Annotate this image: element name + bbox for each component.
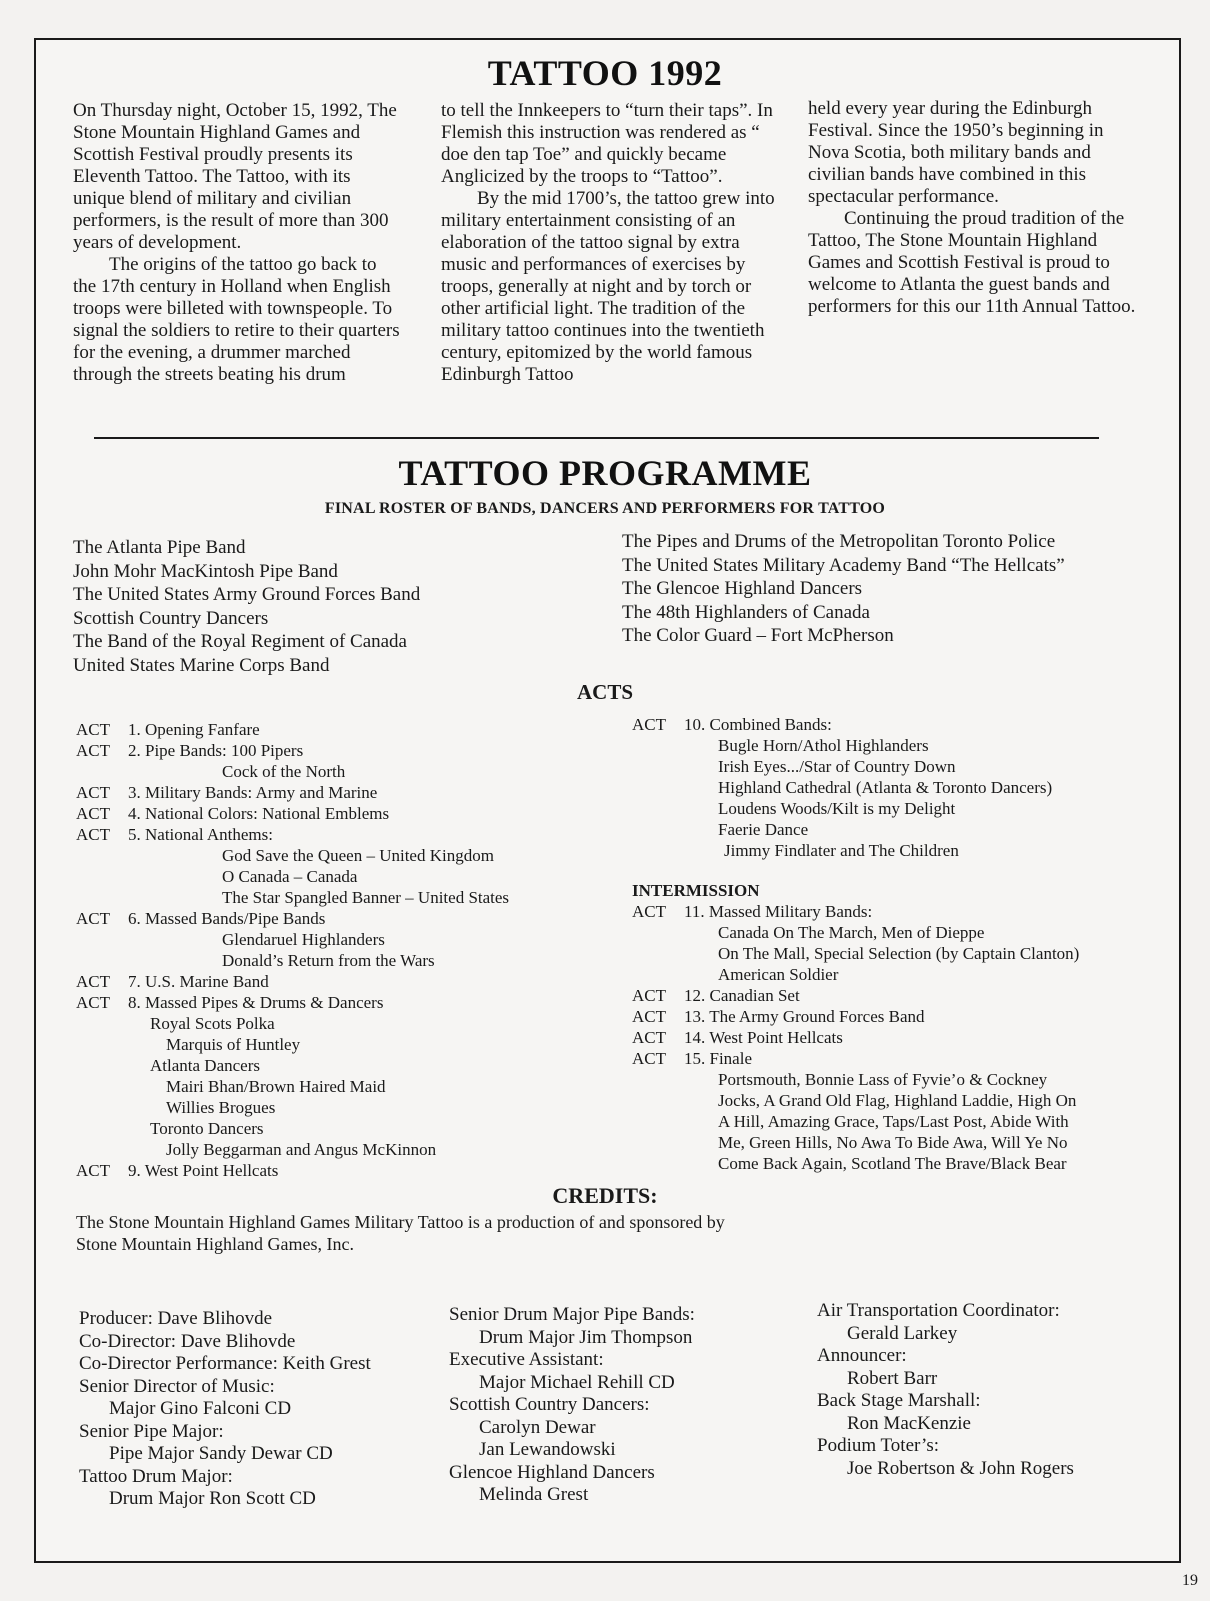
act-label: ACT <box>632 1049 666 1068</box>
act-label: ACT <box>632 1028 666 1047</box>
acts-left-column <box>76 719 509 1181</box>
act-selection: Jocks, A Grand Old Flag, Highland Laddie, High On <box>718 1091 1077 1110</box>
tattoo-title: TATTOO 1992 <box>487 53 723 93</box>
intro-paragraph: By the mid 1700’s, the tattoo grew into military entertainment consisting of an elaboration of the tattoo signal by extra music and performances of exercises by troops, generally at night and by torch or other artificial light. The tradition of the military tattoo continues into the twentieth century, epitomized by the world famous Edinburgh Tattoo <box>441 188 775 385</box>
section-divider <box>94 437 1099 439</box>
credit-role: Scottish Country Dancers: <box>449 1394 650 1415</box>
roster-item: The United States Army Ground Forces Band <box>73 584 421 605</box>
credit-role: Senior Drum Major Pipe Bands: <box>449 1304 695 1325</box>
credits-column-3 <box>817 1300 1074 1480</box>
act-row <box>76 782 509 803</box>
act-selection: Donald’s Return from the Wars <box>222 951 435 970</box>
act-row <box>632 1048 1079 1069</box>
act-row <box>76 992 509 1013</box>
roster-title: FINAL ROSTER OF BANDS, DANCERS AND PERFORMERS FOR TATTOO <box>324 500 886 517</box>
act-selection: On The Mall, Special Selection (by Captain Clanton) <box>718 944 1080 963</box>
act-label: ACT <box>632 715 666 734</box>
act-selection: Royal Scots Polka <box>150 1014 275 1033</box>
credit-role: Executive Assistant: <box>449 1349 604 1370</box>
act-title: 15. Finale <box>684 1049 752 1068</box>
credit-name: Joe Robertson & John Rogers <box>847 1457 1074 1479</box>
act-title: 11. Massed Military Bands: <box>684 902 873 921</box>
credits-column-2 <box>449 1304 695 1507</box>
credit-name: Carolyn Dewar <box>479 1416 596 1438</box>
credit-name: Drum Major Ron Scott CD <box>109 1488 316 1509</box>
credit-role: Senior Director of Music: <box>79 1375 275 1397</box>
act-row <box>76 719 509 740</box>
act-selection: A Hill, Amazing Grace, Taps/Last Post, Abide With <box>718 1112 1069 1131</box>
credit-name: Drum Major Jim Thompson <box>479 1326 693 1348</box>
credit-role: Co-Director Performance: Keith Grest <box>79 1353 371 1374</box>
intro-column-3 <box>808 98 1148 318</box>
roster-item: The Color Guard – Fort McPherson <box>622 625 894 646</box>
act-row <box>632 1006 1079 1027</box>
act-label: ACT <box>76 993 110 1012</box>
intro-paragraph: Continuing the proud tradition of the Tattoo, The Stone Mountain Highland Games and Scottish Festival is proud to welcome to Atlanta the guest bands and performers for this our 11th Annual Tattoo. <box>808 208 1136 317</box>
act-title: 13. The Army Ground Forces Band <box>684 1007 925 1026</box>
credit-role: Senior Pipe Major: <box>79 1420 224 1442</box>
credit-role: Glencoe Highland Dancers <box>449 1461 655 1483</box>
act-selection: God Save the Queen – United Kingdom <box>222 846 494 865</box>
act-selection: The Star Spangled Banner – United States <box>222 888 510 907</box>
act-title: 1. Opening Fanfare <box>128 720 260 739</box>
act-title: 7. U.S. Marine Band <box>128 972 269 991</box>
act-label: ACT <box>76 783 110 802</box>
act-label: ACT <box>632 1007 666 1026</box>
intro-paragraph: The origins of the tattoo go back to the 17th century in Holland when English troops were billeted with townspeople. To signal the soldiers to retire to their quarters for the evening, a drummer marched through the streets beating his drum <box>73 254 400 385</box>
act-selection: Atlanta Dancers <box>150 1056 260 1075</box>
intro-paragraph: held every year during the Edinburgh Festival. Since the 1950’s beginning in Nova Scotia, both military bands and civilian bands have combined in this spectacular performance. <box>808 98 1104 207</box>
act-selection: O Canada – Canada <box>222 867 358 886</box>
act-title: 6. Massed Bands/Pipe Bands <box>128 909 326 928</box>
roster-item: The United States Military Academy Band “The Hellcats” <box>622 554 1065 576</box>
act-title: 10. Combined Bands: <box>684 715 832 734</box>
act-selection: Me, Green Hills, No Awa To Bide Awa, Will Ye No <box>718 1133 1068 1152</box>
act-label: ACT <box>76 804 110 823</box>
act-label: ACT <box>76 741 110 760</box>
acts-right-column <box>632 714 1079 1174</box>
credit-name: Ron MacKenzie <box>847 1412 971 1434</box>
roster-item: United States Marine Corps Band <box>73 654 330 676</box>
act-title: 2. Pipe Bands: 100 Pipers <box>128 741 304 760</box>
roster-item: The 48th Highlanders of Canada <box>622 601 870 623</box>
roster-item: The Pipes and Drums of the Metropolitan Toronto Police <box>622 531 1056 552</box>
act-row <box>76 740 509 761</box>
act-selection: Glendaruel Highlanders <box>222 930 385 949</box>
credit-role: Podium Toter’s: <box>817 1435 940 1456</box>
act-row <box>76 908 509 929</box>
acts-title: ACTS <box>576 680 634 704</box>
credit-name: Robert Barr <box>847 1367 938 1389</box>
credit-role: Announcer: <box>817 1345 907 1366</box>
page-number: 19 <box>1182 1572 1198 1589</box>
act-selection: Cock of the North <box>222 762 346 781</box>
roster-right <box>622 530 1065 648</box>
roster-item: John Mohr MacKintosh Pipe Band <box>73 560 338 582</box>
act-label: ACT <box>632 902 666 921</box>
act-row <box>76 803 509 824</box>
act-row <box>632 901 1079 922</box>
act-selection: Jimmy Findlater and The Children <box>724 841 959 860</box>
act-selection: Marquis of Huntley <box>166 1035 301 1054</box>
act-row <box>76 824 509 845</box>
act-label: ACT <box>76 720 110 739</box>
act-selection: Come Back Again, Scotland The Brave/Black Bear <box>718 1154 1067 1173</box>
roster-item: The Band of the Royal Regiment of Canada <box>73 631 407 652</box>
act-title: 5. National Anthems: <box>128 825 273 844</box>
act-row <box>632 1027 1079 1048</box>
intermission-heading: INTERMISSION <box>632 881 760 900</box>
act-selection: Bugle Horn/Athol Highlanders <box>718 736 929 755</box>
credit-role: Back Stage Marshall: <box>817 1390 981 1411</box>
credits-intro-line: Stone Mountain Highland Games, Inc. <box>76 1234 354 1254</box>
roster-left <box>73 536 420 677</box>
credit-name: Gerald Larkey <box>847 1322 958 1344</box>
act-selection: Willies Brogues <box>166 1098 276 1117</box>
act-selection: Mairi Bhan/Brown Haired Maid <box>166 1077 386 1096</box>
credits-title: CREDITS: <box>552 1183 658 1208</box>
act-label: ACT <box>76 972 110 991</box>
credit-name: Major Michael Rehill CD <box>479 1371 675 1393</box>
credit-name: Jan Lewandowski <box>479 1439 616 1460</box>
roster-item: The Glencoe Highland Dancers <box>622 578 863 599</box>
act-title: 14. West Point Hellcats <box>684 1028 843 1047</box>
programme-title: TATTOO PROGRAMME <box>398 453 812 493</box>
credit-name: Major Gino Falconi CD <box>109 1398 292 1419</box>
act-title: 12. Canadian Set <box>684 986 800 1005</box>
act-selection: Jolly Beggarman and Angus McKinnon <box>166 1140 437 1159</box>
credit-name: Melinda Grest <box>479 1484 589 1505</box>
intro-paragraph: to tell the Innkeepers to “turn their taps”. In Flemish this instruction was rendered as “ doe den tap Toe” and quickly became Anglicized by the troops to “Tattoo”. <box>441 100 773 187</box>
credit-role: Co-Director: Dave Blihovde <box>79 1330 296 1352</box>
act-selection: Irish Eyes.../Star of Country Down <box>718 757 956 776</box>
credit-role: Air Transportation Coordinator: <box>817 1300 1060 1321</box>
act-selection: Loudens Woods/Kilt is my Delight <box>718 799 956 818</box>
credit-name: Pipe Major Sandy Dewar CD <box>109 1443 333 1464</box>
credits-column-1 <box>79 1308 371 1511</box>
act-row <box>76 971 509 992</box>
act-selection: Highland Cathedral (Atlanta & Toronto Dancers) <box>718 778 1053 797</box>
act-row <box>632 985 1079 1006</box>
intro-column-1 <box>73 100 403 386</box>
intro-paragraph: On Thursday night, October 15, 1992, The Stone Mountain Highland Games and Scottish Festival proudly presents its Eleventh Tattoo. The Tattoo, with its unique blend of military and civilian performers, is the result of more than 300 years of development. <box>73 100 397 253</box>
credits-intro-line: The Stone Mountain Highland Games Military Tattoo is a production of and sponsored by <box>76 1212 725 1232</box>
act-selection: Portsmouth, Bonnie Lass of Fyvie’o & Cockney <box>718 1070 1048 1089</box>
roster-item: Scottish Country Dancers <box>73 607 269 629</box>
credit-role: Tattoo Drum Major: <box>79 1465 233 1487</box>
act-selection: Toronto Dancers <box>150 1119 264 1138</box>
intro-column-2 <box>441 100 776 386</box>
act-label: ACT <box>76 825 110 844</box>
act-title: 4. National Colors: National Emblems <box>128 804 390 823</box>
act-row <box>632 714 1079 735</box>
roster-item: The Atlanta Pipe Band <box>73 537 246 558</box>
act-selection: American Soldier <box>718 965 839 984</box>
act-label: ACT <box>632 986 666 1005</box>
act-label: ACT <box>76 1161 110 1180</box>
act-title: 9. West Point Hellcats <box>128 1161 279 1180</box>
act-label: ACT <box>76 909 110 928</box>
credit-role: Producer: Dave Blihovde <box>79 1308 273 1329</box>
act-row <box>76 1160 509 1181</box>
act-selection: Canada On The March, Men of Dieppe <box>718 923 985 942</box>
act-title: 3. Military Bands: Army and Marine <box>128 783 378 802</box>
act-title: 8. Massed Pipes & Drums & Dancers <box>128 993 384 1012</box>
act-selection: Faerie Dance <box>718 820 809 839</box>
credits-intro <box>76 1211 1076 1255</box>
